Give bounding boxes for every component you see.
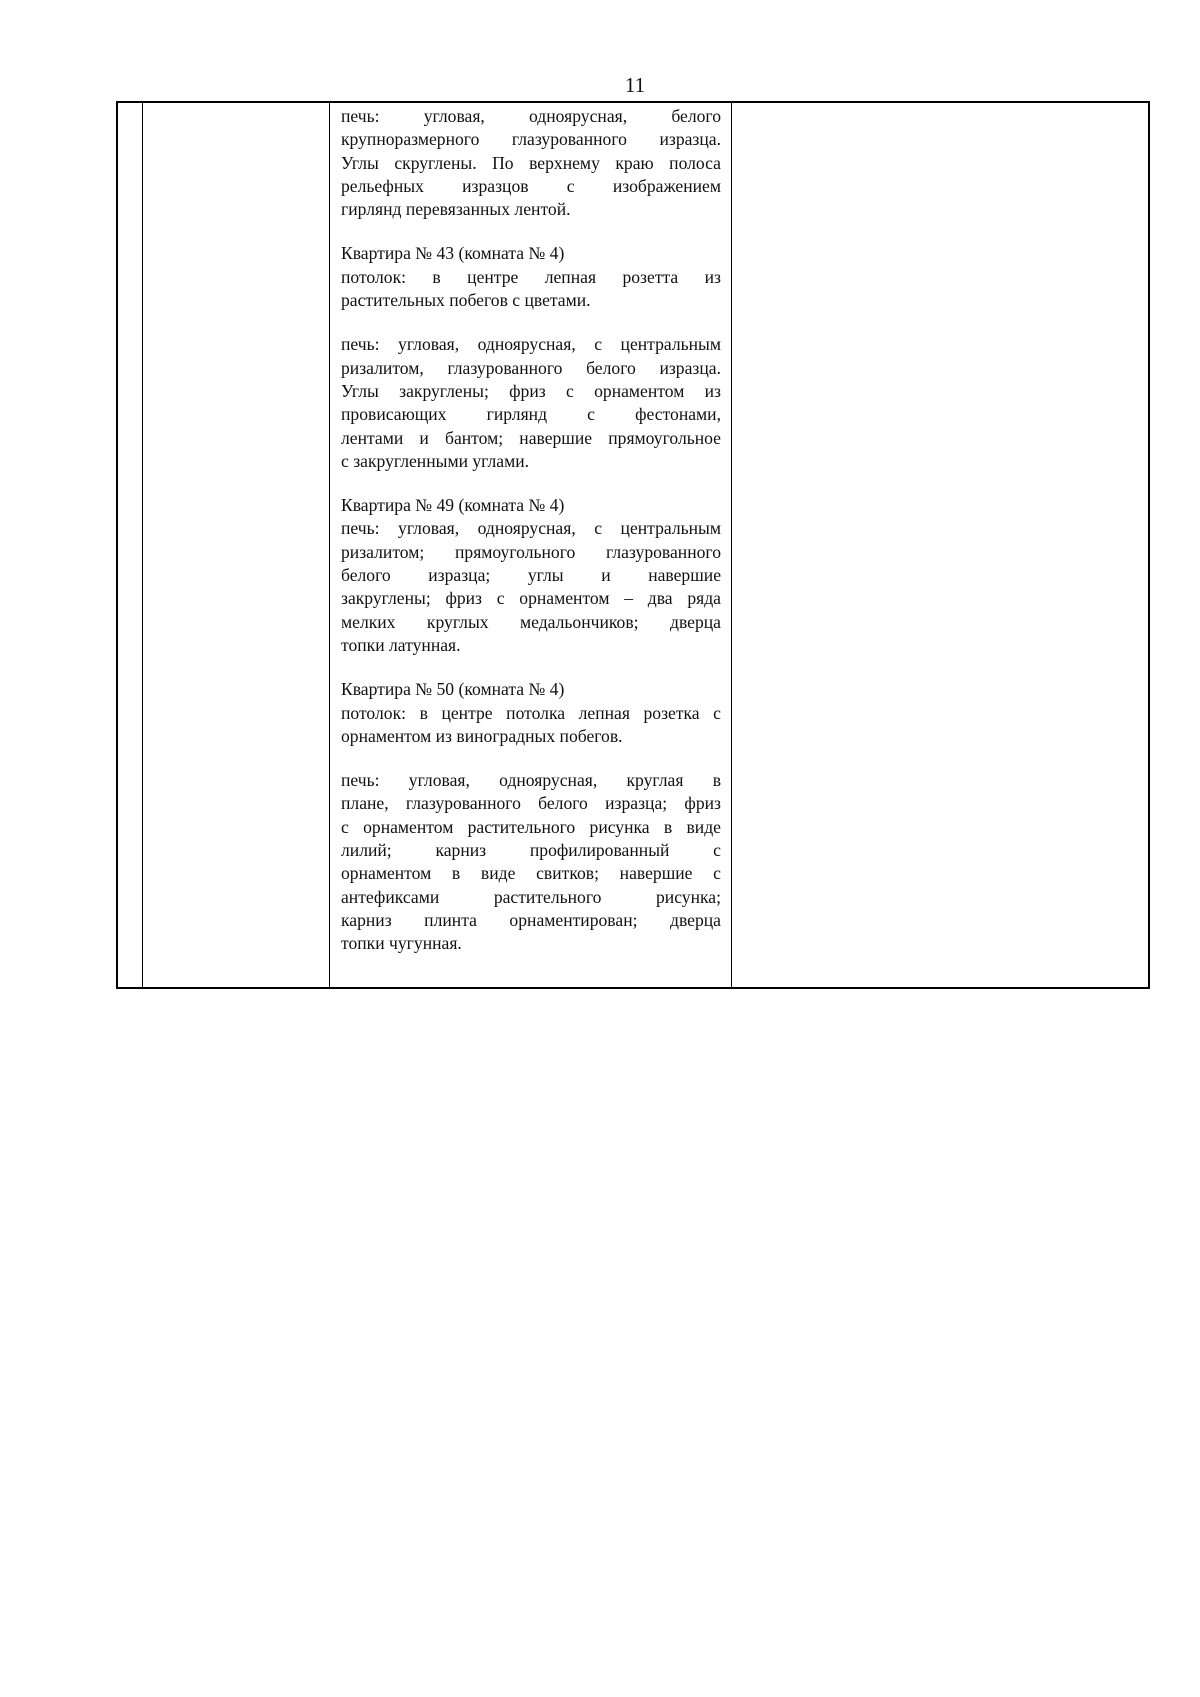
text-line: карниз плинта орнаментирован; дверца [341,909,721,930]
text-line: антефиксами растительного рисунка; [341,886,721,907]
text-line: гирлянд перевязанных лентой. [341,199,571,220]
text-line: орнаментом в виде свитков; навершие с [341,863,721,884]
apartment-heading: Квартира № 50 (комната № 4) [341,679,565,700]
paragraph-stove-43 [341,333,721,473]
text-line: закруглены; фриз с орнаментом – два ряда [341,588,721,609]
description-cell [341,105,721,956]
paragraph-apartment-49 [341,494,721,657]
page-number: 11 [624,73,646,97]
text-line: с орнаментом растительного рисунка в виде [341,816,721,837]
text-line: ризалитом; прямоугольного глазурованного [341,541,721,562]
text-line: потолок: в центре потолка лепная розетка с [341,702,721,723]
text-line: печь: угловая, одноярусная, с центральным [341,518,721,539]
paragraph-apartment-43 [341,242,721,312]
text-line: лилий; карниз профилированный с [341,840,721,861]
text-line: печь: угловая, одноярусная, с центральным [341,334,721,355]
text-line: ризалитом, глазурованного белого изразца. [341,357,721,378]
paragraph-stove-1 [341,105,721,221]
text-line: лентами и бантом; навершие прямоугольное [341,427,721,448]
description-table [116,101,1150,989]
text-line: печь: угловая, одноярусная, белого [341,106,721,126]
text-line: провисающих гирлянд с фестонами, [341,404,721,425]
paragraph-apartment-50 [341,678,721,748]
text-line: рельефных изразцов с изображением [341,175,721,196]
table-column-divider [731,103,732,987]
text-line: плане, глазурованного белого изразца; фриз [341,793,721,814]
table-column-divider [142,103,143,987]
text-line: Углы скруглены. По верхнему краю полоса [341,152,721,173]
table-column-divider [329,103,330,987]
text-line: белого изразца; углы и навершие [341,565,721,586]
apartment-heading: Квартира № 43 (комната № 4) [341,243,565,264]
paragraph-stove-50 [341,769,721,955]
text-line: топки чугунная. [341,933,462,954]
text-line: потолок: в центре лепная розетта из [341,266,721,287]
text-line: растительных побегов с цветами. [341,290,591,311]
text-line: Углы закруглены; фриз с орнаментом из [341,380,721,401]
apartment-heading: Квартира № 49 (комната № 4) [341,495,565,516]
text-line: мелких круглых медальончиков; дверца [341,611,721,632]
text-line: крупноразмерного глазурованного изразца. [341,129,721,150]
text-line: печь: угловая, одноярусная, круглая в [341,770,721,791]
text-line: с закругленными углами. [341,450,530,471]
text-line: орнаментом из виноградных побегов. [341,725,623,746]
text-line: топки латунная. [341,634,461,655]
